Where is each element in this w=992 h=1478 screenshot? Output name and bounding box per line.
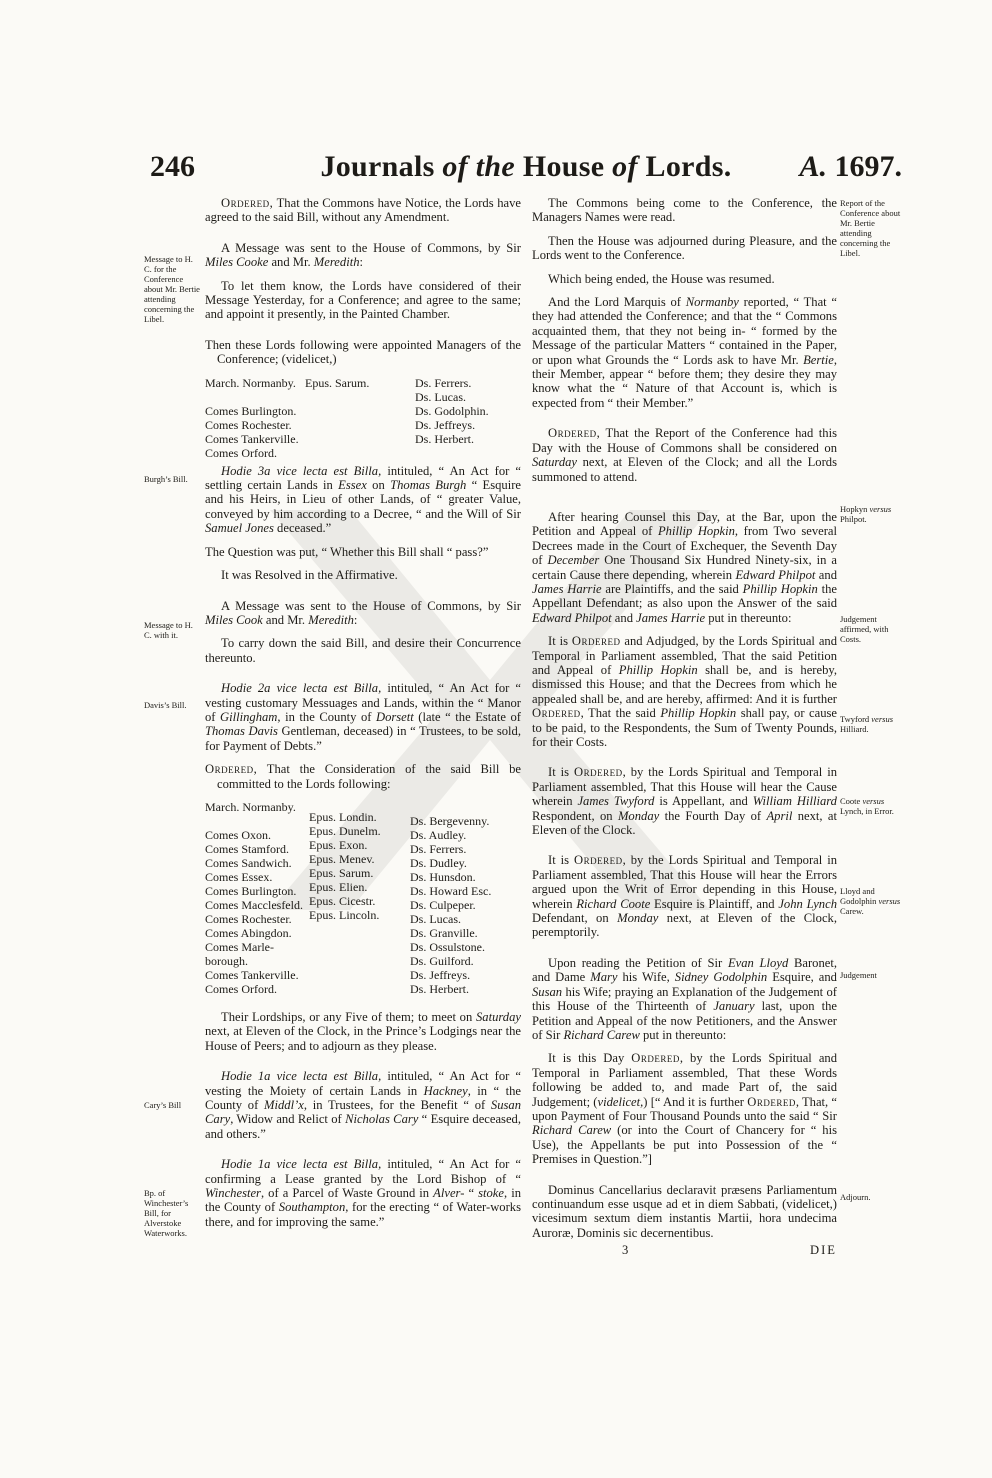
- paragraph: Ordered, That the Consideration of the said Bill be committed to the Lords following:: [205, 762, 521, 791]
- lord-name: Comes Oxon.: [205, 827, 271, 842]
- lord-name: March. Normanby.: [205, 799, 296, 814]
- committee-list: [205, 800, 521, 1000]
- lord-name: Ds. Jeffreys.: [410, 967, 471, 982]
- lord-name: Ds. Hunsdon.: [410, 869, 476, 884]
- margin-note-coote-lynch: Coote versus Lynch, in Error.: [840, 796, 894, 816]
- margin-note-lloyd-carew: Lloyd and Godolphin versus Carew.: [840, 886, 901, 916]
- lord-name: Epus. Menev.: [309, 851, 375, 866]
- paragraph: The Commons being come to the Conference, the Managers Names were read.: [532, 196, 837, 225]
- lord-name: Comes Burlington.: [205, 403, 297, 418]
- lord-name: Comes Sandwich.: [205, 855, 292, 870]
- page-number: 246: [150, 150, 195, 183]
- lord-name: Ds. Culpeper.: [410, 897, 476, 912]
- lord-name: Ds. Jeffreys.: [415, 417, 476, 432]
- margin-note-adjourn: Adjourn.: [840, 1192, 871, 1202]
- paragraph: Then the House was adjourned during Pleasure, and the Lords went to the Conference.: [532, 233, 837, 263]
- lord-name: Ds. Howard Esc.: [410, 883, 492, 898]
- left-column: [205, 196, 521, 1238]
- lord-name: Ds. Ferrers.: [415, 375, 472, 390]
- lord-name: Comes Stamford.: [205, 841, 289, 856]
- paragraph: It was Resolved in the Affirmative.: [221, 568, 398, 583]
- lord-name: Epus. Londin.: [309, 809, 377, 824]
- right-column: [532, 196, 837, 1259]
- lord-name: Comes Orford.: [205, 445, 277, 460]
- paragraph: Dominus Cancellarius declaravit præsens Parliamentum continuandum esse usque ad et in diem Sabbati, (videlicet,) vicesimum sextum diem instantis Martii, hora undecima Auroræ, Dominis sic decernentibus.: [532, 1182, 837, 1240]
- margin-note-message-with-it: Message to H. C. with it.: [144, 620, 193, 640]
- lord-name: Epus. Lincoln.: [309, 907, 380, 922]
- managers-list: [205, 375, 521, 460]
- paragraph: It is Ordered, by the Lords Spiritual and Temporal in Parliament assembled, That this House will hear the Errors argued upon the Writ of Error depending in this House, wherein Richard Coote Esquire is Plaintiff, and John Lynch Defendant, on Monday next, at Eleven of the Clock, peremptorily.: [532, 853, 837, 940]
- lord-name: Comes Essex.: [205, 869, 273, 884]
- paragraph: Hodie 1a vice lecta est Billa, intituled, “ An Act for “ vesting the Moiety of certain Lands in Hackney, in “ the County of Middl’x, in Trustees, for the Benefit “ of Susan Cary, Widow and Relict of Nicholas Cary “ Esquire deceased, and others.”: [205, 1069, 522, 1141]
- lord-name: Comes Abingdon.: [205, 925, 292, 940]
- lord-name: Comes Orford.: [205, 981, 277, 996]
- paragraph: Upon reading the Petition of Sir Evan Lloyd Baronet, and Dame Mary his Wife, Sidney Godolphin Esquire, and Susan his Wife; praying an Explanation of the Judgement of this House of the Thirteenth of January last, upon the Petition and Appeal of the now Petitioners, and the Answer of Sir Richard Carew put in thereunto:: [532, 955, 838, 1042]
- catchword: DIE: [810, 1243, 837, 1258]
- margin-note-report-conference: Report of the Conference about Mr. Bertie attending concerning the Libel.: [840, 198, 901, 258]
- lord-name: Ds. Audley.: [410, 827, 467, 842]
- margin-note-twyford-hilliard: Twyford versus Hilliard.: [840, 714, 894, 734]
- lord-name: Comes Rochester.: [205, 417, 292, 432]
- lord-name: [205, 814, 303, 828]
- margin-note-judgement-affirmed: Judgement affirmed, with Costs.: [840, 614, 889, 644]
- page-header: [150, 150, 902, 190]
- lord-name: Epus. Dunelm.: [309, 823, 381, 838]
- lord-name: Ds. Granville.: [410, 925, 478, 940]
- lord-name: Epus. Exon.: [309, 837, 368, 852]
- paragraph: It is Ordered, by the Lords Spiritual and Temporal in Parliament assembled, That this House will hear the Cause wherein James Twyford is Appellant, and William Hilliard Respondent, on Monday the Fourth Day of April next, at Eleven of the Clock.: [532, 765, 837, 838]
- lord-name: Ds. Lucas.: [415, 389, 466, 404]
- lord-name: March. Normanby.: [205, 375, 296, 390]
- paragraph: A Message was sent to the House of Commons, by Sir Miles Cook and Mr. Meredith:: [205, 598, 521, 627]
- margin-note-message-conference: Message to H. C. for the Conference about Mr. Bertie attending concerning the Libel.: [144, 254, 200, 324]
- margin-note-winchester-bill: Bp. of Winchester’s Bill, for Alverstoke Waterworks.: [144, 1188, 189, 1238]
- paragraph: It is Ordered and Adjudged, by the Lords Spiritual and Temporal in Parliament assembled, That the said Petition and Appeal of Phillip Hopkin shall be, and is hereby, dismissed this House; and that the Decrees from which he appealed shall be, and are hereby, affirmed: And it is further Ordered, That the said Phillip Hopkin shall pay, or cause to be paid, to the Respondents, the Sum of Twenty Pounds, for their Costs.: [532, 634, 838, 749]
- lord-name: Comes Marle-: [205, 939, 274, 954]
- lord-name: Ds. Herbert.: [410, 981, 469, 996]
- paragraph: And the Lord Marquis of Normanby reported, “ That “ they had attended the Conference; and that the “ Commons acquainted them, that they not being in- “ formed by the Message of the particular Matters “ contained in the Paper, or upon what Grounds the “ Lords ask to have Mr. Bertie, their Member, appear “ before them; they desire they may know what the “ Nature of that Account is, which is expected from “ their Member.”: [532, 295, 837, 410]
- lord-name: Ds. Ferrers.: [410, 841, 467, 856]
- lord-name: borough.: [205, 953, 248, 968]
- paragraph: Then these Lords following were appointed Managers of the Conference; (videlicet,): [205, 337, 521, 367]
- journal-title: Journals of the House of Lords.: [320, 150, 732, 183]
- signature-mark: 3: [622, 1243, 629, 1258]
- lord-name: Comes Tankerville.: [205, 967, 299, 982]
- lord-name: Epus. Cicestr.: [309, 893, 376, 908]
- paragraph: After hearing Counsel this Day, at the Bar, upon the Petition and Appeal of Phillip Hopkin, from Two several Decrees made in the Court of Exchequer, the Seventh Day of December One Thousand Six Hundred Ninety-six, in a certain Cause there depending, wherein Edward Philpot and James Harrie are Plaintiffs, and the said Phillip Hopkin the Appellant Defendant; as also upon the Answer of the said Edward Philpot and James Harrie put in thereunto:: [532, 509, 838, 625]
- paragraph: Ordered, That the Report of the Conference had this Day with the House of Commons shall be considered on Saturday next, at Eleven of the Clock; and all the Lords summoned to attend.: [532, 426, 837, 484]
- lord-name: Comes Tankerville.: [205, 431, 299, 446]
- paragraph: To carry down the said Bill, and desire their Concurrence thereunto.: [205, 636, 521, 665]
- lord-name: Epus. Sarum.: [305, 375, 370, 390]
- paragraph: Hodie 2a vice lecta est Billa, intituled, “ An Act for “ vesting customary Messuages and Lands, within the “ Manor of Gillingham, in the County of Dorsett (late “ the Estate of Thomas Davis Gentleman, deceased) in “ Trustees, to be sold, for Payment of Debts.”: [205, 681, 522, 753]
- margin-note-daviss-bill: Davis’s Bill.: [144, 700, 187, 710]
- lord-name: Ds. Dudley.: [410, 855, 467, 870]
- page-footer: [532, 1243, 837, 1259]
- lord-name: Epus. Sarum.: [309, 865, 374, 880]
- lord-name: Ds. Guilford.: [410, 953, 474, 968]
- paragraph: Which being ended, the House was resumed.: [548, 271, 775, 286]
- paragraph: Hodie 3a vice lecta est Billa, intituled, “ An Act for “ settling certain Lands in Essex on Thomas Burgh “ Esquire and his Heirs, in Lieu of other Lands, of “ greater Value, conveyed by him according to a Decree, “ and the Will of Sir Samuel Jones deceased.”: [205, 463, 522, 536]
- lord-name: Ds. Bergevenny.: [410, 813, 490, 828]
- paragraph: The Question was put, “ Whether this Bill shall “ pass?”: [205, 544, 489, 559]
- margin-note-hopkyn-philpot: Hopkyn versus Philpot.: [840, 504, 892, 524]
- margin-note-judgement: Judgement: [840, 970, 877, 980]
- paragraph: Their Lordships, or any Five of them; to meet on Saturday next, at Eleven of the Clock, in the Prince’s Lodgings near the House of Peers; and to adjourn as they please.: [205, 1009, 521, 1053]
- paragraph: A Message was sent to the House of Commons, by Sir Miles Cooke and Mr. Meredith:: [205, 240, 521, 270]
- lord-name: Comes Rochester.: [205, 911, 292, 926]
- lord-name: Epus. Elien.: [309, 879, 368, 894]
- paragraph: It is this Day Ordered, by the Lords Spiritual and Temporal in Parliament assembled, That these Words following be added to, and made Part of, the said Judgement; (videlicet,) [“ And it is further Ordered, That, “ upon Payment of Four Thousand Pounds unto the said “ Sir Richard Carew (or into the Court of Chancery for “ his Use), the Appellants be put into Possession of the “ Premises in Question.”]: [532, 1051, 837, 1167]
- paragraph: Ordered, That the Commons have Notice, the Lords have agreed to the said Bill, without any Amendment.: [205, 196, 521, 225]
- lord-name: Ds. Lucas.: [410, 911, 461, 926]
- paragraph: Hodie 1a vice lecta est Billa, intituled, “ An Act for “ confirming a Lease granted by the Lord Bishop of “ Winchester, of a Parcel of Waste Ground in Alver- “ stoke, in the County of Southampton, for the erecting “ of Water-works there, and for improving the same.”: [205, 1157, 522, 1229]
- page-year: A. 1697.: [799, 150, 902, 183]
- margin-note-carys-bill: Cary’s Bill: [144, 1100, 182, 1110]
- paragraph: To let them know, the Lords have considered of their Message Yesterday, for a Conference; and agree to the same; and appoint it presently, in the Painted Chamber.: [205, 278, 521, 322]
- lord-name: Ds. Ossulstone.: [410, 939, 486, 954]
- lord-name: Ds. Herbert.: [415, 431, 474, 446]
- lord-name: Comes Macclesfeld.: [205, 897, 303, 912]
- lord-name: Comes Burlington.: [205, 883, 297, 898]
- lord-name: Ds. Godolphin.: [415, 403, 489, 418]
- lord-name: [205, 390, 299, 404]
- margin-note-burghs-bill: Burgh’s Bill.: [144, 474, 188, 484]
